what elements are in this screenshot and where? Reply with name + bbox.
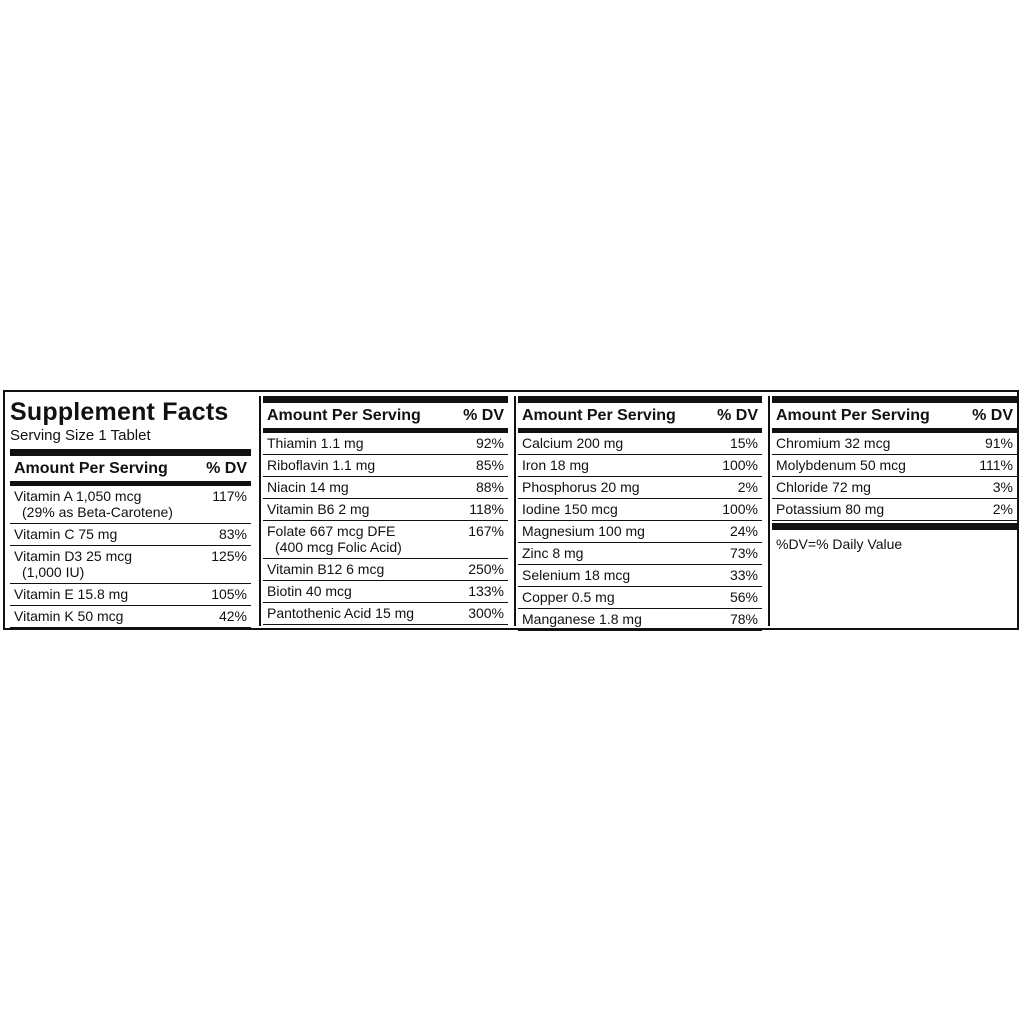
- nutrient-amount: Chloride 72 mg: [776, 479, 871, 495]
- nutrient-name: [522, 479, 640, 495]
- nutrient-row: [518, 499, 762, 521]
- nutrient-dv: 167%: [468, 523, 504, 539]
- dv-header: % DV: [206, 460, 247, 477]
- nutrient-amount: Biotin 40 mcg: [267, 583, 352, 599]
- nutrient-name: [267, 501, 369, 517]
- nutrient-detail: (29% as Beta-Carotene): [22, 504, 173, 520]
- nutrient-amount: Selenium 18 mcg: [522, 567, 631, 583]
- nutrient-name: [14, 586, 128, 602]
- nutrient-name: [522, 611, 642, 627]
- nutrient-amount: Thiamin 1.1 mg: [267, 435, 364, 451]
- nutrient-name: [14, 548, 132, 580]
- nutrient-row: [263, 521, 508, 559]
- nutrient-dv: 2%: [992, 501, 1013, 517]
- nutrient-dv: 300%: [468, 605, 504, 621]
- nutrient-name: [267, 605, 414, 621]
- nutrient-amount: Chromium 32 mcg: [776, 435, 891, 451]
- nutrient-name: [267, 561, 384, 577]
- serving-size: Serving Size 1 Tablet: [10, 427, 151, 444]
- nutrient-dv: 78%: [729, 611, 758, 627]
- nutrient-amount: Copper 0.5 mg: [522, 589, 615, 605]
- nutrient-row: [263, 559, 508, 581]
- nutrient-name: [776, 501, 884, 517]
- nutrient-name: [522, 589, 615, 605]
- thick-divider: [772, 523, 1017, 530]
- nutrient-amount: Vitamin A 1,050 mcg: [14, 488, 142, 504]
- nutrient-amount: Vitamin C 75 mg: [14, 526, 118, 542]
- column-separator: [259, 396, 261, 626]
- nutrient-dv: 42%: [218, 608, 247, 624]
- thick-divider: [10, 449, 251, 456]
- nutrient-list: [10, 486, 251, 628]
- nutrient-row: [263, 477, 508, 499]
- nutrient-name: [267, 435, 363, 451]
- nutrient-amount: Vitamin E 15.8 mg: [14, 586, 129, 602]
- nutrient-row: [518, 565, 762, 587]
- nutrient-row: [10, 584, 251, 606]
- nutrient-name: [267, 479, 349, 495]
- nutrient-dv: 24%: [729, 523, 758, 539]
- nutrient-amount: Vitamin B12 6 mcg: [267, 561, 385, 577]
- nutrient-name: [522, 457, 589, 473]
- nutrient-dv: 100%: [722, 457, 758, 473]
- nutrient-dv: 92%: [475, 435, 504, 451]
- nutrient-dv: 73%: [729, 545, 758, 561]
- dv-header: % DV: [463, 407, 504, 424]
- amount-header: Amount Per Serving: [776, 407, 930, 424]
- nutrient-dv: 2%: [737, 479, 758, 495]
- nutrient-amount: Phosphorus 20 mg: [522, 479, 640, 495]
- dv-header: % DV: [972, 407, 1013, 424]
- nutrient-list: [772, 433, 1017, 521]
- nutrient-dv: 3%: [992, 479, 1013, 495]
- nutrient-name: [267, 457, 375, 473]
- nutrient-row: [263, 455, 508, 477]
- nutrient-name: [776, 457, 906, 473]
- nutrient-dv: 118%: [469, 501, 504, 517]
- nutrient-row: [772, 499, 1017, 521]
- nutrient-name: [522, 523, 645, 539]
- nutrient-list: [518, 433, 762, 631]
- nutrient-row: [772, 455, 1017, 477]
- nutrient-amount: Riboflavin 1.1 mg: [267, 457, 376, 473]
- nutrient-dv: 88%: [475, 479, 504, 495]
- column-1: [10, 392, 251, 628]
- nutrient-dv: 125%: [211, 548, 247, 564]
- nutrient-dv: 117%: [212, 488, 247, 504]
- nutrient-dv: 56%: [729, 589, 758, 605]
- nutrient-name: [522, 567, 630, 583]
- nutrient-name: [267, 583, 352, 599]
- nutrient-name: [522, 435, 623, 451]
- nutrient-name: [14, 608, 123, 624]
- nutrient-dv: 85%: [475, 457, 504, 473]
- nutrient-row: [772, 433, 1017, 455]
- nutrient-dv: 111%: [979, 457, 1013, 473]
- nutrient-row: [263, 499, 508, 521]
- column-2: [263, 392, 508, 625]
- nutrient-row: [263, 581, 508, 603]
- thick-divider: [772, 396, 1017, 403]
- nutrient-dv: 250%: [468, 561, 504, 577]
- nutrient-row: [10, 524, 251, 546]
- nutrient-name: [776, 479, 871, 495]
- nutrient-row: [263, 603, 508, 625]
- nutrient-dv: 33%: [729, 567, 758, 583]
- nutrient-name: [14, 526, 117, 542]
- nutrient-amount: Vitamin B6 2 mg: [267, 501, 370, 517]
- nutrient-dv: 100%: [722, 501, 758, 517]
- nutrient-row: [518, 477, 762, 499]
- column-header: [772, 403, 1017, 428]
- nutrient-amount: Iodine 150 mcg: [522, 501, 618, 517]
- nutrient-amount: Manganese 1.8 mg: [522, 611, 642, 627]
- nutrient-row: [518, 455, 762, 477]
- column-3: [518, 392, 762, 631]
- nutrient-row: [518, 521, 762, 543]
- nutrient-list: [263, 433, 508, 625]
- nutrient-name: [14, 488, 173, 520]
- thick-divider: [263, 396, 508, 403]
- nutrient-amount: Vitamin D3 25 mcg: [14, 548, 133, 564]
- nutrient-dv: 105%: [211, 586, 247, 602]
- nutrient-amount: Potassium 80 mg: [776, 501, 885, 517]
- nutrient-name: [522, 501, 618, 517]
- dv-header: % DV: [717, 407, 758, 424]
- nutrient-detail: (1,000 IU): [22, 564, 85, 580]
- column-header: [263, 403, 508, 428]
- nutrient-detail: (400 mcg Folic Acid): [275, 539, 402, 555]
- amount-header: Amount Per Serving: [14, 460, 168, 477]
- daily-value-footnote: %DV=% Daily Value: [776, 536, 903, 552]
- nutrient-dv: 15%: [729, 435, 758, 451]
- column-header: [10, 456, 251, 481]
- column-4: [772, 392, 1017, 552]
- thick-divider: [518, 396, 762, 403]
- nutrient-amount: Calcium 200 mg: [522, 435, 624, 451]
- nutrient-row: [772, 477, 1017, 499]
- nutrient-row: [10, 546, 251, 584]
- nutrient-amount: Niacin 14 mg: [267, 479, 349, 495]
- nutrient-row: [518, 609, 762, 631]
- nutrient-name: [776, 435, 890, 451]
- amount-header: Amount Per Serving: [267, 407, 421, 424]
- nutrient-row: [518, 587, 762, 609]
- column-header: [518, 403, 762, 428]
- nutrient-row: [263, 433, 508, 455]
- nutrient-amount: Iron 18 mg: [522, 457, 589, 473]
- amount-header: Amount Per Serving: [522, 407, 676, 424]
- nutrient-name: [267, 523, 402, 555]
- column-separator: [514, 396, 516, 626]
- nutrient-name: [522, 545, 583, 561]
- column-separator: [768, 396, 770, 626]
- nutrient-amount: Molybdenum 50 mcg: [776, 457, 906, 473]
- nutrient-dv: 91%: [984, 435, 1013, 451]
- nutrient-amount: Zinc 8 mg: [522, 545, 584, 561]
- nutrient-dv: 133%: [468, 583, 504, 599]
- nutrient-dv: 83%: [218, 526, 247, 542]
- supplement-facts-panel: [3, 390, 1019, 630]
- nutrient-amount: Magnesium 100 mg: [522, 523, 645, 539]
- nutrient-row: [10, 606, 251, 628]
- nutrient-amount: Folate 667 mcg DFE: [267, 523, 396, 539]
- nutrient-row: [518, 543, 762, 565]
- nutrient-row: [518, 433, 762, 455]
- nutrient-amount: Vitamin K 50 mcg: [14, 608, 124, 624]
- nutrient-amount: Pantothenic Acid 15 mg: [267, 605, 415, 621]
- panel-title: Supplement Facts: [10, 398, 229, 426]
- nutrient-row: [10, 486, 251, 524]
